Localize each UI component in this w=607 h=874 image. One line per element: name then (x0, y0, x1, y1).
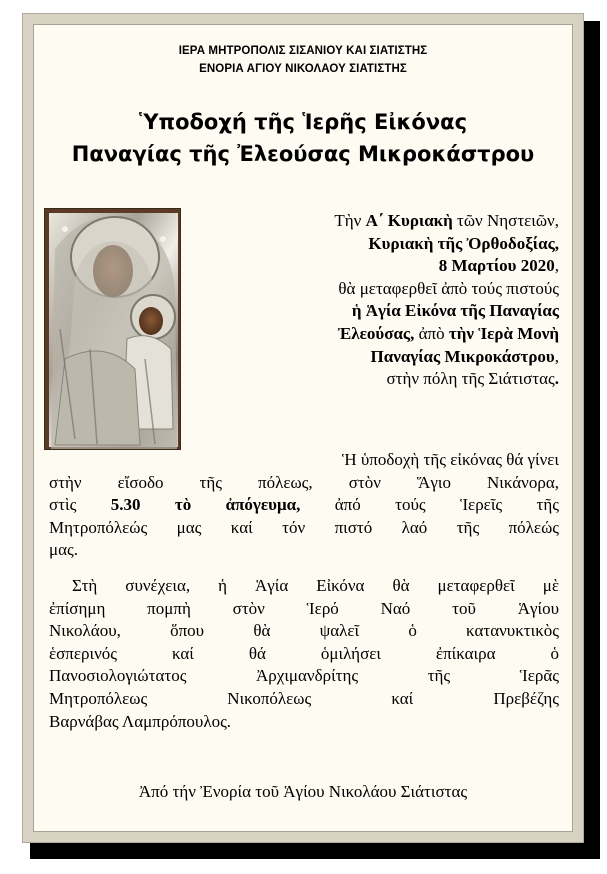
intro-bold-span: Κυριακὴ τῆς Ὀρθοδοξίας, (368, 233, 559, 253)
intro-text-span: Τὴν (334, 211, 366, 230)
paragraph-line (49, 494, 559, 517)
paragraph-text-span: ἀπό τούς Ἱερεῖς τῆς (300, 495, 559, 515)
intro-line (199, 233, 559, 256)
intro-line (199, 323, 559, 346)
paragraph-line: ἐπίσημη πομπὴ στὸν Ἱερό Ναό τοῦ Ἁγίου (49, 598, 559, 618)
reception-paragraph (49, 449, 559, 562)
intro-bold-span: τὴν Ἱερὰ Μονὴ (444, 323, 559, 343)
paragraph-line: Ἡ ὑποδοχὴ τῆς εἰκόνας θά γίνει (341, 450, 559, 469)
procession-paragraph (49, 575, 559, 733)
intro-bold-span: Ἐλεούσας, (337, 323, 419, 343)
paragraph-line: Μητροπόλεως Νικοπόλεως καί Πρεβέζης (49, 688, 559, 708)
intro-text-span: ἀπὸ (418, 323, 445, 343)
intro-line (199, 255, 559, 278)
intro-bold-span: Παναγίας Μικροκάστρου (370, 346, 555, 366)
intro-text-span: τῶν Νηστειῶν, (452, 211, 559, 230)
paragraph-line: ἑσπερινός καί θά ὁμιλήσει ἐπίκαιρα ὁ (49, 643, 559, 663)
paragraph-line: στὴν εἴσοδο τῆς πόλεως, στὸν Ἅγιο Νικάνορα, (49, 472, 559, 492)
intro-line (199, 346, 559, 369)
intro-text (199, 210, 559, 391)
announcement-panel (33, 24, 573, 832)
intro-date: 8 Μαρτίου 2020 (438, 256, 555, 276)
title-line-2: Παναγίας τῆς Ἐλεούσας Μικροκάστρου (71, 142, 535, 166)
paragraph-line: Μητροπόλεώς μας καί τόν πιστό λαό τῆς πόλεώς (49, 517, 559, 537)
intro-line (199, 300, 559, 323)
header-parish: ΕΝΟΡΙΑ ΑΓΙΟΥ ΝΙΚΟΛΑΟΥ ΣΙΑΤΙΣΤΗΣ (199, 63, 407, 75)
paragraph-line: Πανοσιολογιώτατος Ἀρχιμανδρίτης τῆς Ἱερᾶς (49, 666, 559, 686)
intro-bold-span: . (554, 369, 559, 389)
paragraph-line: Νικολάου, ὅπου θὰ ψαλεῖ ὁ κατανυκτικὸς (49, 621, 559, 641)
intro-line (199, 210, 559, 233)
paragraph-line: Βαρνάβας Λαμπρόπουλος. (49, 711, 232, 731)
intro-bold-span: ἡ Ἁγία Εἰκόνα τῆς Παναγίας (351, 301, 559, 321)
paragraph-text-span: στὶς (49, 495, 111, 515)
intro-text-span: στὴν πόλη τῆς Σιάτιστας (386, 369, 555, 389)
intro-line (199, 368, 559, 391)
intro-line (199, 278, 559, 301)
header-metropolis: ΙΕΡΑ ΜΗΤΡΟΠΟΛΙΣ ΣΙΣΑΝΙΟΥ ΚΑΙ ΣΙΑΤΙΣΤΗΣ (178, 45, 428, 57)
closing-signature: Ἀπό τήν Ἐνορία τοῦ Ἁγίου Νικολάου Σιάτιστας (138, 782, 468, 801)
paragraph-line: μας. (49, 540, 79, 560)
title-line-1: Ὑποδοχή τῆς Ἱερῆς Εἰκόνας (138, 110, 468, 134)
intro-bold-span: Α΄ Κυριακὴ (365, 211, 453, 230)
virgin-mary-icon-image (44, 208, 181, 450)
paragraph-line: Στὴ συνέχεια, ἡ Ἁγία Εἰκόνα θὰ μεταφερθεῖ μὲ (72, 576, 559, 595)
intro-text-span: θὰ μεταφερθεῖ ἀπὸ τούς πιστούς (338, 278, 559, 298)
intro-text-span: , (554, 256, 559, 276)
reception-time: 5.30 τὸ ἀπόγευμα, (110, 495, 301, 515)
intro-text-span: , (554, 346, 559, 366)
page-frame (22, 13, 584, 843)
